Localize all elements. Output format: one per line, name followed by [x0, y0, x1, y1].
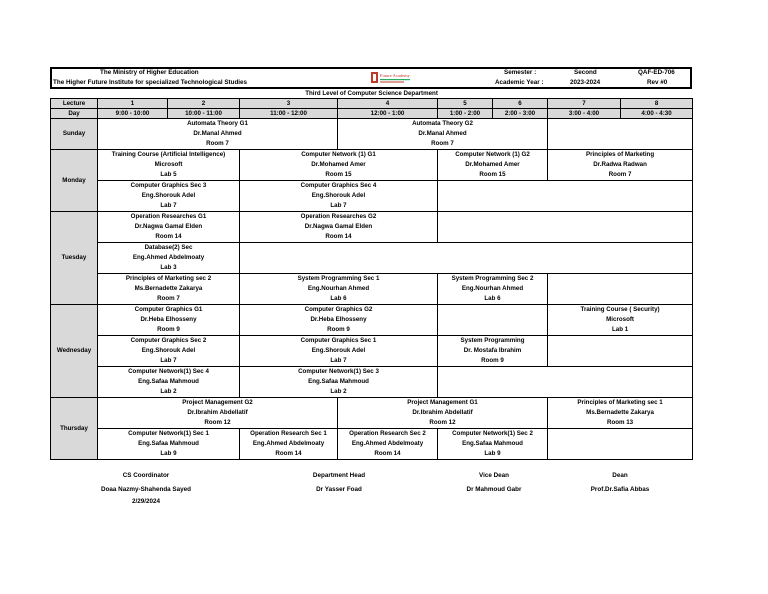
ministry-name: The Ministry of Higher Education — [100, 69, 199, 76]
empty-cell — [438, 367, 693, 398]
time-slot: 11:00 - 12:00 — [240, 109, 338, 119]
session-cell: Computer Network (1) G1 Dr.Mohamed Amer Room 15 — [240, 150, 438, 181]
session-cell: Computer Graphics G1 Dr.Heba Elhosseny Room 9 — [98, 305, 240, 336]
department-head-title: Department Head — [312, 472, 366, 479]
revision-number: Rev #0 — [647, 79, 668, 86]
session-cell: System Programming Sec 2 Eng.Nourhan Ahmed Lab 6 — [438, 274, 548, 305]
empty-cell — [438, 305, 548, 336]
session-cell: Computer Network(1) Sec 4 Eng.Safaa Mahmoud Lab 2 — [98, 367, 240, 398]
day-tuesday: Tuesday — [51, 212, 98, 305]
vice-dean-title: Vice Dean — [479, 472, 509, 479]
time-slot: 4:00 - 4:30 — [621, 109, 693, 119]
time-slot-row — [51, 109, 693, 119]
session-cell: Automata Theory G1 Dr.Manal Ahmed Room 7 — [98, 119, 338, 150]
session-cell: Operation Researches G2 Dr.Nagwa Gamal Elden Room 14 — [240, 212, 438, 243]
empty-cell — [548, 336, 693, 367]
logo-text: Future Academy — [380, 73, 410, 78]
session-cell: Computer Network(1) Sec 1 Eng.Safaa Mahmoud Lab 9 — [98, 429, 240, 460]
session-cell: Computer Network(1) Sec 3 Eng.Safaa Mahmoud Lab 2 — [240, 367, 438, 398]
academic-year-value: 2023-2024 — [570, 79, 601, 86]
time-slot: 10:00 - 11:00 — [168, 109, 240, 119]
session-cell: Training Course ( Security) Microsoft Lab 1 — [548, 305, 693, 336]
day-thursday: Thursday — [51, 398, 98, 460]
session-cell: Automata Theory G2 Dr.Manal Ahmed Room 7 — [338, 119, 548, 150]
time-slot: 9:00 - 10:00 — [98, 109, 168, 119]
cs-coordinator-title: CS Coordinator — [122, 472, 170, 479]
time-slot: 3:00 - 4:00 — [548, 109, 621, 119]
document-header — [50, 67, 692, 89]
lecture-number: 6 — [493, 99, 548, 109]
lecture-number: 4 — [338, 99, 438, 109]
empty-cell — [548, 429, 693, 460]
lecture-number: 7 — [548, 99, 621, 109]
session-cell: Computer Network (1) G2 Dr.Mohamed Amer Room 15 — [438, 150, 548, 181]
session-cell: Principles of Marketing Dr.Radwa Radwan Room 7 — [548, 150, 693, 181]
academic-year-label: Academic Year : — [495, 79, 544, 86]
institute-name: The Higher Future Institute for specialized Technological Studies — [53, 79, 248, 86]
time-slot: 2:00 - 3:00 — [493, 109, 548, 119]
empty-cell — [438, 212, 693, 243]
empty-cell — [548, 274, 693, 305]
document-code: QAF-ED-706 — [638, 69, 675, 76]
session-cell: Database(2) Sec Eng.Ahmed Abdelmoaty Lab 3 — [98, 243, 240, 274]
vice-dean-name: Dr Mahmoud Gabr — [466, 486, 522, 493]
day-wednesday: Wednesday — [51, 305, 98, 398]
empty-cell — [548, 119, 693, 150]
dean-name: Prof.Dr.Safia Abbas — [590, 486, 650, 493]
session-cell: Project Management G2 Dr.Ibrahim Abdellatif Room 12 — [98, 398, 338, 429]
lecture-number: 5 — [438, 99, 493, 109]
session-cell: Training Course (Artificial Intelligence) Microsoft Lab 5 — [98, 150, 240, 181]
lecture-number: 8 — [621, 99, 693, 109]
session-cell: Principles of Marketing sec 1 Ms.Bernadette Zakarya Room 13 — [548, 398, 693, 429]
session-cell: Computer Graphics Sec 2 Eng.Shorouk Adel Lab 7 — [98, 336, 240, 367]
session-cell: Principles of Marketing sec 2 Ms.Bernadette Zakarya Room 7 — [98, 274, 240, 305]
lecture-number: 3 — [240, 99, 338, 109]
empty-cell — [438, 181, 693, 212]
lecture-label: Lecture — [51, 99, 98, 109]
day-sunday: Sunday — [51, 119, 98, 150]
lecture-number: 1 — [98, 99, 168, 109]
semester-label: Semester : — [504, 69, 537, 76]
day-label: Day — [51, 109, 98, 119]
session-cell: Operation Researches G1 Dr.Nagwa Gamal Elden Room 14 — [98, 212, 240, 243]
session-cell: Operation Research Sec 2 Eng.Ahmed Abdelmoaty Room 14 — [338, 429, 438, 460]
session-cell: Computer Graphics Sec 3 Eng.Shorouk Adel Lab 7 — [98, 181, 240, 212]
table-title: Third Level of Computer Science Department — [51, 89, 693, 99]
dean-title: Dean — [612, 472, 628, 479]
timetable-sheet — [50, 67, 692, 460]
department-head-name: Dr Yasser Foad — [316, 486, 362, 493]
schedule-table — [50, 89, 693, 460]
session-cell: Operation Research Sec 1 Eng.Ahmed Abdelmoaty Room 14 — [240, 429, 338, 460]
session-cell: Computer Graphics Sec 1 Eng.Shorouk Adel Lab 7 — [240, 336, 438, 367]
cs-coordinator-date: 2/29/2024 — [131, 498, 161, 505]
institute-logo — [370, 70, 418, 86]
lecture-number: 2 — [168, 99, 240, 109]
semester-value: Second — [574, 69, 597, 76]
time-slot: 12:00 - 1:00 — [338, 109, 438, 119]
lecture-number-row — [51, 99, 693, 109]
session-cell: Project Management G1 Dr.Ibrahim Abdellatif Room 12 — [338, 398, 548, 429]
session-cell: System Programming Sec 1 Eng.Nourhan Ahmed Lab 6 — [240, 274, 438, 305]
session-cell: Computer Graphics G2 Dr.Heba Elhosseny Room 9 — [240, 305, 438, 336]
empty-cell — [240, 243, 693, 274]
time-slot: 1:00 - 2:00 — [438, 109, 493, 119]
cs-coordinator-name: Doaa Nazmy-Shahenda Sayed — [101, 486, 191, 493]
session-cell: Computer Graphics Sec 4 Eng.Shorouk Adel Lab 7 — [240, 181, 438, 212]
day-monday: Monday — [51, 150, 98, 212]
session-cell: Computer Network(1) Sec 2 Eng.Safaa Mahmoud Lab 9 — [438, 429, 548, 460]
session-cell: System Programming Dr. Mostafa Ibrahim Room 9 — [438, 336, 548, 367]
